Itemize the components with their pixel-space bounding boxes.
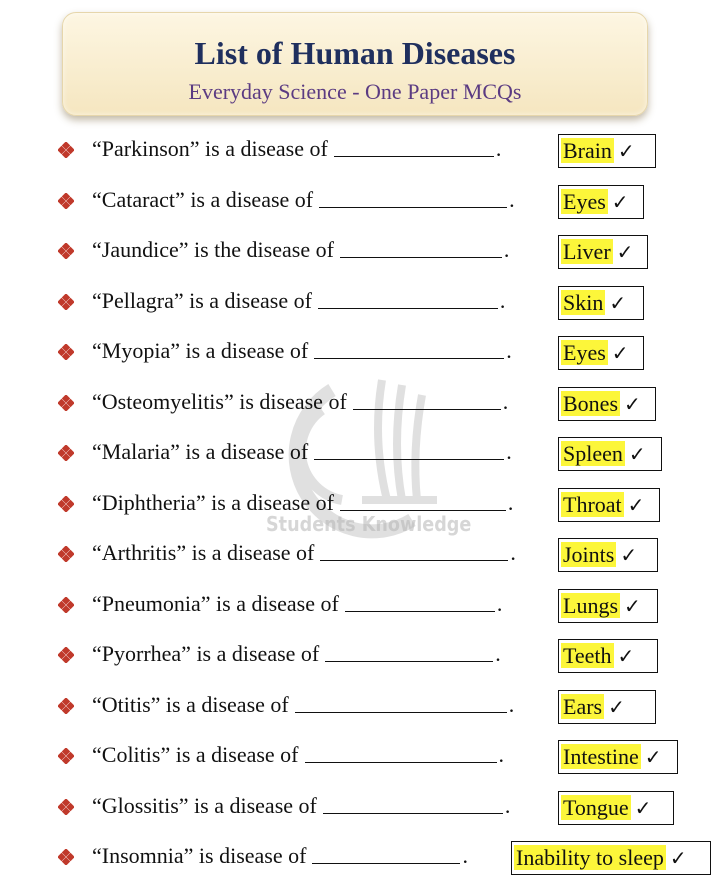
answer-text: Eyes	[563, 340, 606, 365]
diamond-bullet-icon	[58, 142, 74, 158]
list-item	[0, 629, 713, 680]
blank-period: .	[507, 489, 514, 515]
diamond-bullet-icon	[58, 748, 74, 764]
page-title: List of Human Diseases	[194, 35, 516, 71]
question-label: “Malaria” is a disease of	[92, 439, 309, 464]
blank-period: .	[504, 792, 511, 818]
question-label: “Diphtheria” is a disease of	[92, 489, 334, 515]
question-label: “Cataract” is a disease of	[92, 186, 314, 212]
answer-text: Inability to sleep	[516, 845, 664, 870]
answer-blank	[320, 560, 508, 561]
blank-period: .	[499, 287, 506, 313]
watermark-text: Students Knowledge	[266, 512, 472, 536]
diamond-bullet-icon	[58, 799, 74, 815]
answer-blank	[334, 156, 494, 157]
diamond-bullet-icon	[58, 496, 74, 512]
answer-box	[558, 134, 656, 168]
checkmark-icon: ✓	[611, 341, 629, 365]
checkmark-icon: ✓	[616, 240, 634, 264]
answer-blank	[295, 712, 507, 713]
list-item	[0, 528, 713, 579]
answer-text: Tongue	[563, 794, 629, 820]
list-item	[0, 124, 713, 175]
list-item	[0, 276, 713, 327]
answer-blank	[318, 308, 498, 309]
answer-text: Joints	[563, 542, 615, 567]
answer-box	[558, 336, 644, 370]
list-item	[0, 377, 713, 428]
diamond-bullet-icon	[58, 243, 74, 259]
diamond-bullet-icon	[58, 597, 74, 613]
question-text	[92, 490, 513, 516]
answer-blank	[323, 813, 503, 814]
answer-text: Spleen	[563, 441, 623, 466]
question-text	[92, 288, 505, 314]
question-text	[92, 591, 502, 617]
answer-box	[558, 791, 674, 825]
question-label: “Pneumonia” is a disease of	[92, 590, 339, 616]
answer-text: Eyes	[563, 188, 606, 214]
diamond-bullet-icon	[58, 546, 74, 562]
answer-box	[558, 387, 656, 421]
question-text	[92, 742, 504, 768]
answer-blank	[353, 409, 501, 410]
question-label: “Insomnia” is disease of	[92, 843, 307, 868]
answer-box	[558, 690, 656, 724]
answer-box	[558, 538, 658, 572]
answer-blank	[319, 207, 507, 208]
question-text	[92, 641, 501, 667]
title-banner	[62, 12, 648, 116]
question-label: “Otitis” is a disease of	[92, 691, 289, 717]
checkmark-icon: ✓	[620, 543, 638, 567]
answer-blank	[314, 459, 504, 460]
question-text	[92, 793, 510, 819]
checkmark-icon: ✓	[611, 189, 629, 214]
question-label: “Pellagra” is a disease of	[92, 287, 312, 313]
question-label: “Parkinson” is a disease of	[92, 136, 328, 161]
diamond-bullet-icon	[58, 294, 74, 310]
question-label: “Colitis” is a disease of	[92, 742, 299, 767]
answer-text: Lungs	[563, 592, 618, 618]
answer-blank	[340, 510, 506, 511]
answer-box	[558, 639, 658, 673]
question-label: “Myopia” is a disease of	[92, 338, 309, 363]
answer-text: Liver	[563, 239, 611, 264]
question-text	[92, 136, 501, 162]
blank-period: .	[509, 186, 515, 212]
list-item	[0, 730, 713, 781]
answer-text: Intestine	[563, 744, 639, 769]
blank-period: .	[462, 843, 468, 868]
answer-blank	[305, 762, 497, 763]
answer-blank	[340, 257, 502, 258]
list-item	[0, 831, 713, 882]
diamond-bullet-icon	[58, 698, 74, 714]
list-item	[0, 427, 713, 478]
blank-period: .	[510, 540, 516, 565]
blank-period: .	[508, 691, 515, 717]
answer-text: Throat	[563, 491, 622, 517]
answer-text: Bones	[563, 390, 618, 416]
answer-text: Brain	[563, 138, 612, 163]
blank-period: .	[496, 590, 503, 616]
answer-box	[511, 841, 711, 875]
diamond-bullet-icon	[58, 193, 74, 209]
answer-blank	[325, 661, 493, 662]
blank-period: .	[502, 388, 509, 414]
checkmark-icon: ✓	[609, 290, 627, 315]
question-text	[92, 843, 468, 869]
page-subtitle: Everyday Science - One Paper MCQs	[188, 79, 522, 104]
blank-period: .	[506, 439, 512, 464]
question-label: “Pyorrhea” is a disease of	[92, 641, 320, 666]
question-text	[92, 237, 509, 263]
diamond-bullet-icon	[58, 344, 74, 360]
answer-text: Skin	[563, 289, 604, 315]
question-text	[92, 338, 512, 364]
answer-box	[558, 185, 644, 219]
checkmark-icon: ✓	[644, 745, 662, 769]
checkmark-icon: ✓	[617, 644, 635, 668]
checkmark-icon: ✓	[617, 139, 635, 163]
answer-box	[558, 235, 648, 269]
answer-box	[558, 488, 660, 522]
question-text	[92, 439, 512, 465]
blank-period: .	[506, 338, 512, 363]
question-text	[92, 187, 515, 213]
list-item	[0, 326, 713, 377]
list-item	[0, 225, 713, 276]
blank-period: .	[495, 641, 501, 666]
question-label: “Glossitis” is a disease of	[92, 792, 317, 818]
list-item	[0, 781, 713, 832]
answer-text: Teeth	[563, 643, 612, 668]
blank-period: .	[498, 742, 505, 767]
answer-box	[558, 286, 644, 320]
list-item	[0, 680, 713, 731]
answer-text: Ears	[563, 693, 603, 719]
blank-period: .	[503, 237, 510, 262]
answer-blank	[345, 611, 495, 612]
list-item	[0, 579, 713, 630]
list-item	[0, 478, 713, 529]
answer-box	[558, 437, 662, 471]
diamond-bullet-icon	[58, 647, 74, 663]
checkmark-icon: ✓	[627, 492, 645, 517]
diamond-bullet-icon	[58, 445, 74, 461]
question-list	[0, 124, 713, 882]
checkmark-icon: ✓	[624, 391, 641, 416]
question-text	[92, 389, 508, 415]
answer-box	[558, 589, 658, 623]
checkmark-icon: ✓	[608, 694, 625, 719]
question-text	[92, 540, 516, 566]
question-label: “Osteomyelitis” is disease of	[92, 388, 347, 414]
question-text	[92, 692, 514, 718]
answer-blank	[314, 358, 504, 359]
question-label: “Arthritis” is a disease of	[92, 540, 315, 565]
answer-blank	[312, 863, 460, 864]
checkmark-icon: ✓	[624, 593, 641, 618]
list-item	[0, 175, 713, 226]
answer-box	[558, 740, 678, 774]
checkmark-icon: ✓	[628, 442, 646, 466]
checkmark-icon: ✓	[669, 846, 687, 870]
diamond-bullet-icon	[58, 395, 74, 411]
question-label: “Jaundice” is the disease of	[92, 237, 334, 262]
diamond-bullet-icon	[58, 849, 74, 865]
blank-period: .	[495, 136, 502, 161]
checkmark-icon: ✓	[634, 795, 652, 820]
